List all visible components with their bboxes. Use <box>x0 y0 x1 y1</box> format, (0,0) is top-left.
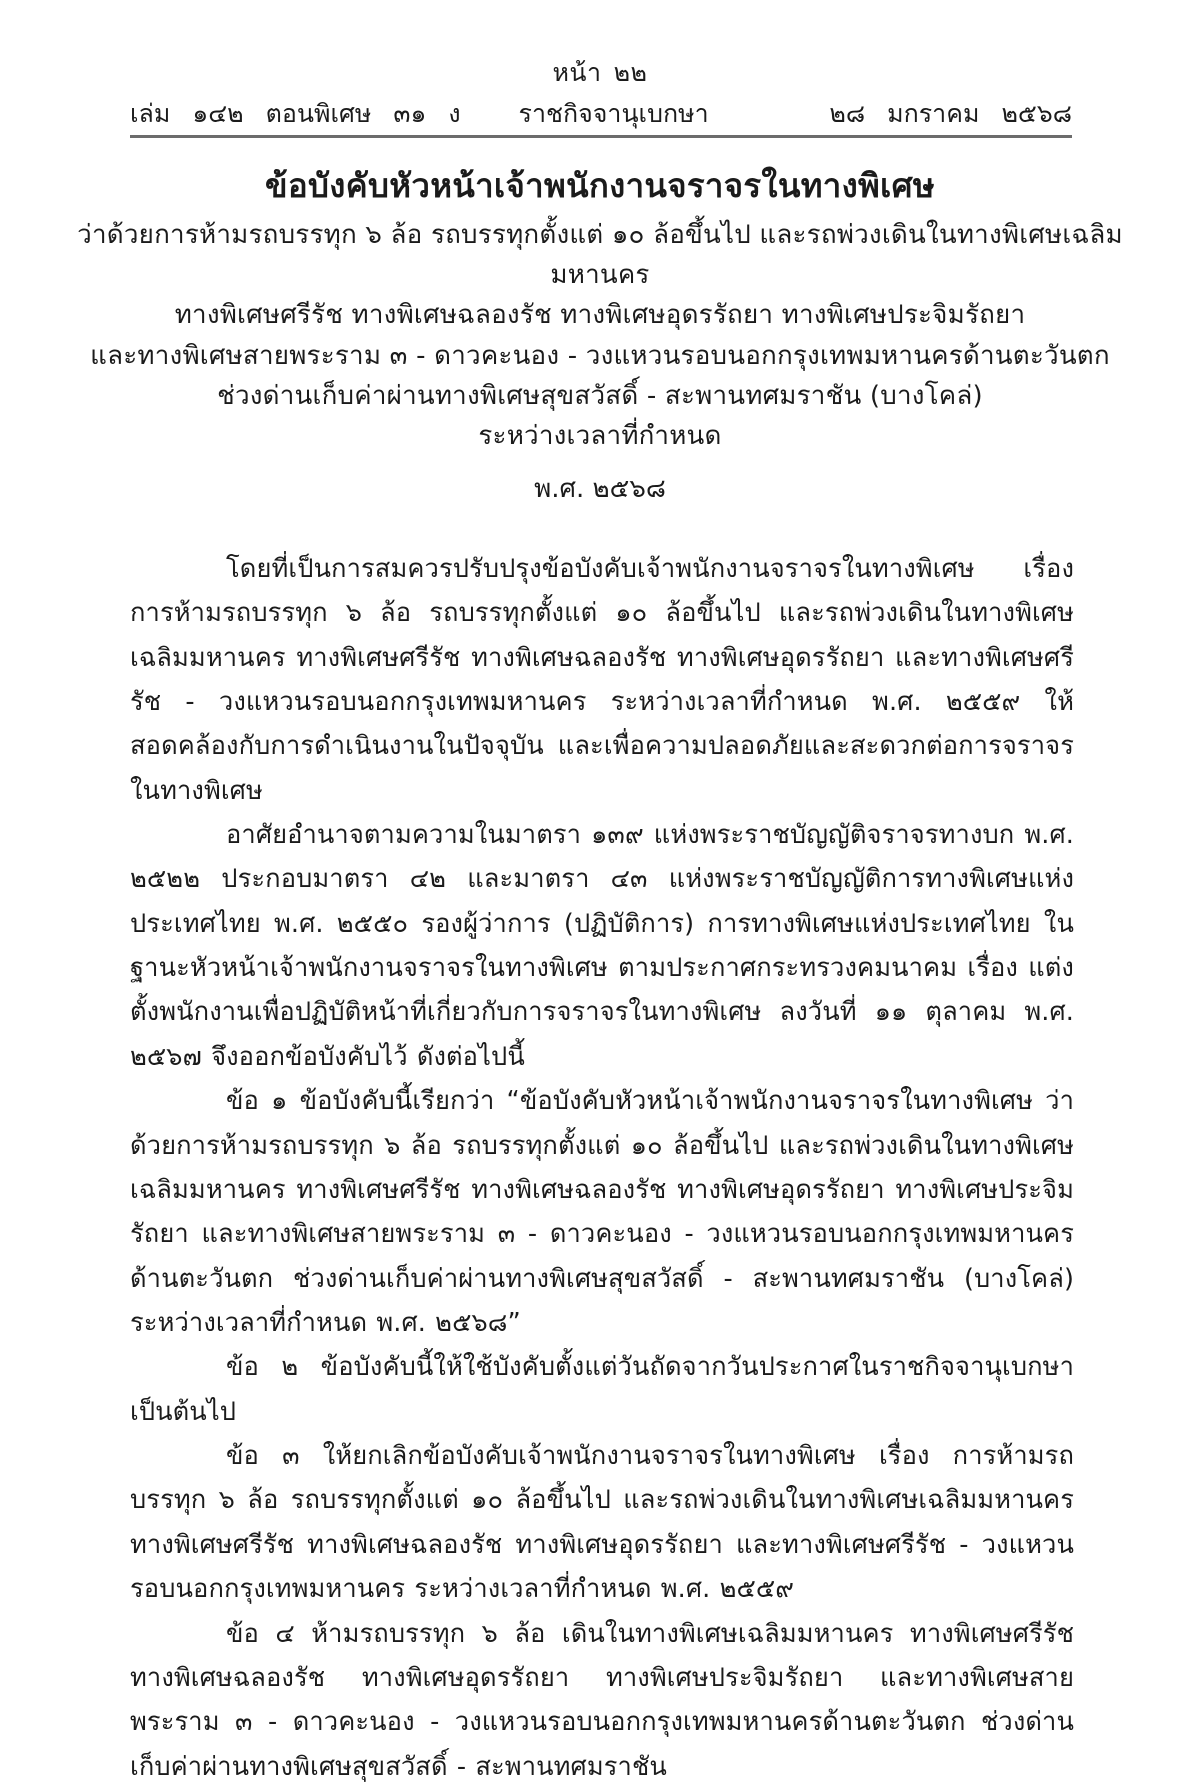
subtitle-line-4: ช่วงด่านเก็บค่าผ่านทางพิเศษสุขสวัสดิ์ - สะพานทศมราชัน (บางโคล่) <box>217 380 983 411</box>
paragraph-preamble: โดยที่เป็นการสมควรปรับปรุงข้อบังคับเจ้าพนักงานจราจรในทางพิเศษ เรื่อง การห้ามรถบรรทุก ๖ ล้อ รถบรรทุกตั้งแต่ ๑๐ ล้อขึ้นไป และรถพ่วงเดินในทางพิเศษเฉลิมมหานคร ทางพิเศษศรีรัช ทางพิเศษฉลองรัช ทางพิเศษอุดรรัถยา และทางพิเศษศรีรัช - วงแหวนรอบนอกกรุงเทพมหานคร ระหว่างเวลาที่กำหนด พ.ศ. ๒๕๕๙ ให้สอดคล้องกับการดำเนินงานในปัจจุบัน และเพื่อความปลอดภัยและสะดวกต่อการจราจรในทางพิเศษ <box>130 553 1074 806</box>
title-year: พ.ศ. ๒๕๖๘ <box>534 473 666 504</box>
paragraph-authority: อาศัยอำนาจตามความในมาตรา ๑๓๙ แห่งพระราชบัญญัติจราจรทางบก พ.ศ. ๒๕๒๒ ประกอบมาตรา ๔๒ และมาตรา ๔๓ แห่งพระราชบัญญัติการทางพิเศษแห่งประเทศไทย พ.ศ. ๒๕๕๐ รองผู้ว่าการ (ปฏิบัติการ) การทางพิเศษแห่งประเทศไทย ในฐานะหัวหน้าเจ้าพนักงานจราจรในทางพิเศษ ตามประกาศกระทรวงคมนาคม เรื่อง แต่งตั้งพนักงานเพื่อปฏิบัติหน้าที่เกี่ยวกับการจราจรในทางพิเศษ ลงวันที่ ๑๑ ตุลาคม พ.ศ. ๒๕๖๗ จึงออกข้อบังคับไว้ ดังต่อไปนี้ <box>130 820 1074 1072</box>
section-class: ง <box>448 99 461 128</box>
masthead-volume-group <box>130 98 461 129</box>
title-block <box>0 164 1200 509</box>
date-year: ๒๕๖๘ <box>1001 99 1072 128</box>
masthead-row <box>0 98 1200 129</box>
subtitle-line-3: และทางพิเศษสายพระราม ๓ - ดาวคะนอง - วงแหวนรอบนอกกรุงเทพมหานครด้านตะวันตก <box>90 340 1110 371</box>
page-title: ข้อบังคับหัวหน้าเจ้าพนักงานจราจรในทางพิเศษ <box>265 166 935 206</box>
page-label: หน้า <box>552 58 602 87</box>
page-number: ๒๒ <box>613 58 648 87</box>
volume-number: ๑๔๒ <box>192 99 244 128</box>
paragraph-clause-3: ข้อ ๓ ให้ยกเลิกข้อบังคับเจ้าพนักงานจราจรในทางพิเศษ เรื่อง การห้ามรถบรรทุก ๖ ล้อ รถบรรทุกตั้งแต่ ๑๐ ล้อขึ้นไป และรถพ่วงเดินในทางพิเศษเฉลิมมหานคร ทางพิเศษศรีรัช ทางพิเศษฉลองรัช ทางพิเศษอุดรรัถยา และทางพิเศษศรีรัช - วงแหวนรอบนอกกรุงเทพมหานคร ระหว่างเวลาที่กำหนด พ.ศ. ๒๕๕๙ <box>130 1441 1074 1605</box>
page-number-line <box>0 58 1200 88</box>
section-number: ๓๑ <box>393 99 427 128</box>
paragraph-clause-2: ข้อ ๒ ข้อบังคับนี้ให้ใช้บังคับตั้งแต่วันถัดจากวันประกาศในราชกิจจานุเบกษาเป็นต้นไป <box>130 1352 1074 1427</box>
volume-label: เล่ม <box>130 99 171 128</box>
gazette-name: ราชกิจจานุเบกษา <box>518 99 709 128</box>
section-label: ตอนพิเศษ <box>265 99 372 128</box>
date-day: ๒๘ <box>829 99 866 128</box>
subtitle-line-5: ระหว่างเวลาที่กำหนด <box>478 421 722 452</box>
masthead-date-group <box>829 98 1072 129</box>
date-month: มกราคม <box>887 99 980 128</box>
masthead <box>0 0 1200 138</box>
subtitle-line-1: ว่าด้วยการห้ามรถบรรทุก ๖ ล้อ รถบรรทุกตั้งแต่ ๑๐ ล้อขึ้นไป และรถพ่วงเดินในทางพิเศษเฉลิมมหานคร <box>77 219 1123 291</box>
body-block <box>0 547 1200 1789</box>
paragraph-clause-4: ข้อ ๔ ห้ามรถบรรทุก ๖ ล้อ เดินในทางพิเศษเฉลิมมหานคร ทางพิเศษศรีรัช ทางพิเศษฉลองรัช ทางพิเศษอุดรรัถยา ทางพิเศษประจิมรัถยา และทางพิเศษสายพระราม ๓ - ดาวคะนอง - วงแหวนรอบนอกกรุงเทพมหานครด้านตะวันตก ช่วงด่านเก็บค่าผ่านทางพิเศษสุขสวัสดิ์ - สะพานทศมราชัน <box>130 1618 1074 1782</box>
subtitle-line-2: ทางพิเศษศรีรัช ทางพิเศษฉลองรัช ทางพิเศษอุดรรัถยา ทางพิเศษประจิมรัถยา <box>174 300 1026 331</box>
masthead-divider <box>130 135 1072 138</box>
paragraph-clause-1: ข้อ ๑ ข้อบังคับนี้เรียกว่า “ข้อบังคับหัวหน้าเจ้าพนักงานจราจรในทางพิเศษ ว่าด้วยการห้ามรถบรรทุก ๖ ล้อ รถบรรทุกตั้งแต่ ๑๐ ล้อขึ้นไป และรถพ่วงเดินในทางพิเศษเฉลิมมหานคร ทางพิเศษศรีรัช ทางพิเศษฉลองรัช ทางพิเศษอุดรรัถยา ทางพิเศษประจิมรัถยา และทางพิเศษสายพระราม ๓ - ดาวคะนอง - วงแหวนรอบนอกกรุงเทพมหานครด้านตะวันตก ช่วงด่านเก็บค่าผ่านทางพิเศษสุขสวัสดิ์ - สะพานทศมราชัน (บางโคล่) ระหว่างเวลาที่กำหนด พ.ศ. ๒๕๖๘” <box>130 1086 1074 1338</box>
